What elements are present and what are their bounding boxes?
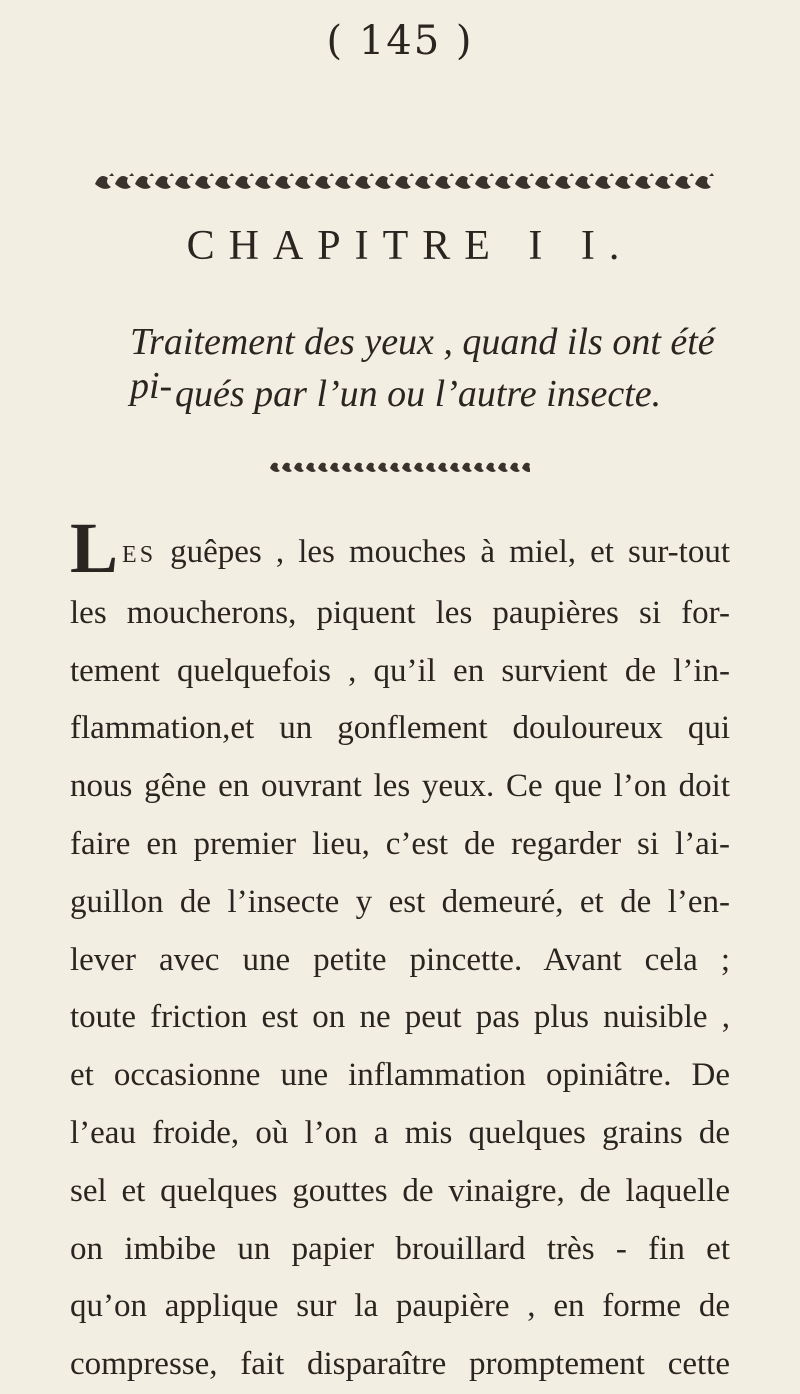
ornament-fleuron xyxy=(315,173,334,189)
ornament-fleuron xyxy=(335,173,354,189)
ornament-fleuron xyxy=(390,463,400,472)
body-text xyxy=(70,508,730,1394)
subtitle-line-1: Traitement des yeux , quand ils ont été pi- xyxy=(130,321,715,407)
ornament-fleuron xyxy=(155,173,174,189)
ornament-fleuron xyxy=(426,463,436,472)
ornament-fleuron xyxy=(270,463,280,472)
ornament-fleuron xyxy=(366,463,376,472)
ornament-fleuron xyxy=(462,463,472,472)
ornament-fleuron xyxy=(635,173,654,189)
ornament-fleuron xyxy=(402,463,412,472)
ornament-fleuron xyxy=(675,173,694,189)
ornament-fleuron xyxy=(306,463,316,472)
ornament-fleuron xyxy=(515,173,534,189)
ornament-fleuron xyxy=(135,173,154,189)
ornament-fleuron xyxy=(235,173,254,189)
ornament-fleuron xyxy=(495,173,514,189)
body-line: sel et quelques gouttes de vinaigre, de laquelle xyxy=(70,1172,730,1209)
ornament-fleuron xyxy=(522,463,530,472)
body-line: flammation,et un gonflement douloureux qui xyxy=(70,710,730,747)
ornament-fleuron xyxy=(474,463,484,472)
body-line: on imbibe un papier brouillard très - fin et xyxy=(70,1230,730,1267)
body-line: l’eau froide, où l’on a mis quelques grains de xyxy=(70,1114,730,1151)
subtitle-line-2: qués par l’un ou l’autre insecte. xyxy=(175,373,662,415)
ornament-fleuron xyxy=(510,463,520,472)
ornament-fleuron xyxy=(175,173,194,189)
ornament-fleuron xyxy=(455,173,474,189)
body-line: compresse, fait disparaître promptement cette xyxy=(70,1346,730,1383)
ornament-fleuron xyxy=(575,173,594,189)
body-line: lever avec une petite pincette. Avant cela ; xyxy=(70,941,730,978)
ornament-fleuron xyxy=(414,463,424,472)
ornament-fleuron xyxy=(655,173,674,189)
ornament-fleuron xyxy=(115,173,134,189)
first-word-rest: ES xyxy=(122,542,157,568)
body-line: les moucherons, piquent les paupières si for- xyxy=(70,594,730,631)
ornament-fleuron xyxy=(498,463,508,472)
ornament-fleuron xyxy=(342,463,352,472)
ornament-fleuron xyxy=(595,173,614,189)
ornament-fleuron xyxy=(375,173,394,189)
ornament-fleuron xyxy=(294,463,304,472)
ornament-fleuron xyxy=(475,173,494,189)
body-line: tement quelquefois , qu’il en survient de l’in- xyxy=(70,652,730,689)
ornament-fleuron xyxy=(215,173,234,189)
ornament-fleuron xyxy=(486,463,496,472)
body-line: toute friction est on ne peut pas plus nuisible , xyxy=(70,999,730,1036)
body-line: nous gêne en ouvrant les yeux. Ce que l’on doit xyxy=(70,768,730,805)
drop-cap: L xyxy=(70,508,119,588)
ornament-divider-middle xyxy=(270,456,530,476)
ornament-fleuron xyxy=(255,173,274,189)
ornament-fleuron xyxy=(354,463,364,472)
ornament-fleuron xyxy=(435,173,454,189)
body-line: guillon de l’insecte y est demeuré, et de l’en- xyxy=(70,883,730,920)
ornament-fleuron xyxy=(695,173,714,189)
ornament-fleuron xyxy=(415,173,434,189)
ornament-fleuron xyxy=(195,173,214,189)
ornament-fleuron xyxy=(555,173,574,189)
ornament-fleuron xyxy=(355,173,374,189)
ornament-fleuron xyxy=(95,173,114,189)
ornament-fleuron xyxy=(275,173,294,189)
ornament-fleuron xyxy=(295,173,314,189)
ornament-fleuron xyxy=(318,463,328,472)
ornament-divider-top xyxy=(95,168,715,194)
body-line-1 xyxy=(70,508,730,588)
body-first-line-rest: guêpes , les mouches à miel, et sur-tout xyxy=(170,534,730,570)
ornament-fleuron xyxy=(395,173,414,189)
page-number: ( 145 ) xyxy=(326,18,474,64)
ornament-fleuron xyxy=(450,463,460,472)
ornament-fleuron xyxy=(535,173,554,189)
chapter-title: CHAPITRE I I. xyxy=(186,223,634,269)
body-line: et occasionne une inflammation opiniâtre. De xyxy=(70,1057,730,1094)
ornament-fleuron xyxy=(615,173,634,189)
ornament-fleuron xyxy=(378,463,388,472)
ornament-fleuron xyxy=(438,463,448,472)
body-line: qu’on applique sur la paupière , en forme de xyxy=(70,1288,730,1325)
ornament-fleuron xyxy=(282,463,292,472)
ornament-fleuron xyxy=(330,463,340,472)
body-line: faire en premier lieu, c’est de regarder si l’ai- xyxy=(70,825,730,862)
